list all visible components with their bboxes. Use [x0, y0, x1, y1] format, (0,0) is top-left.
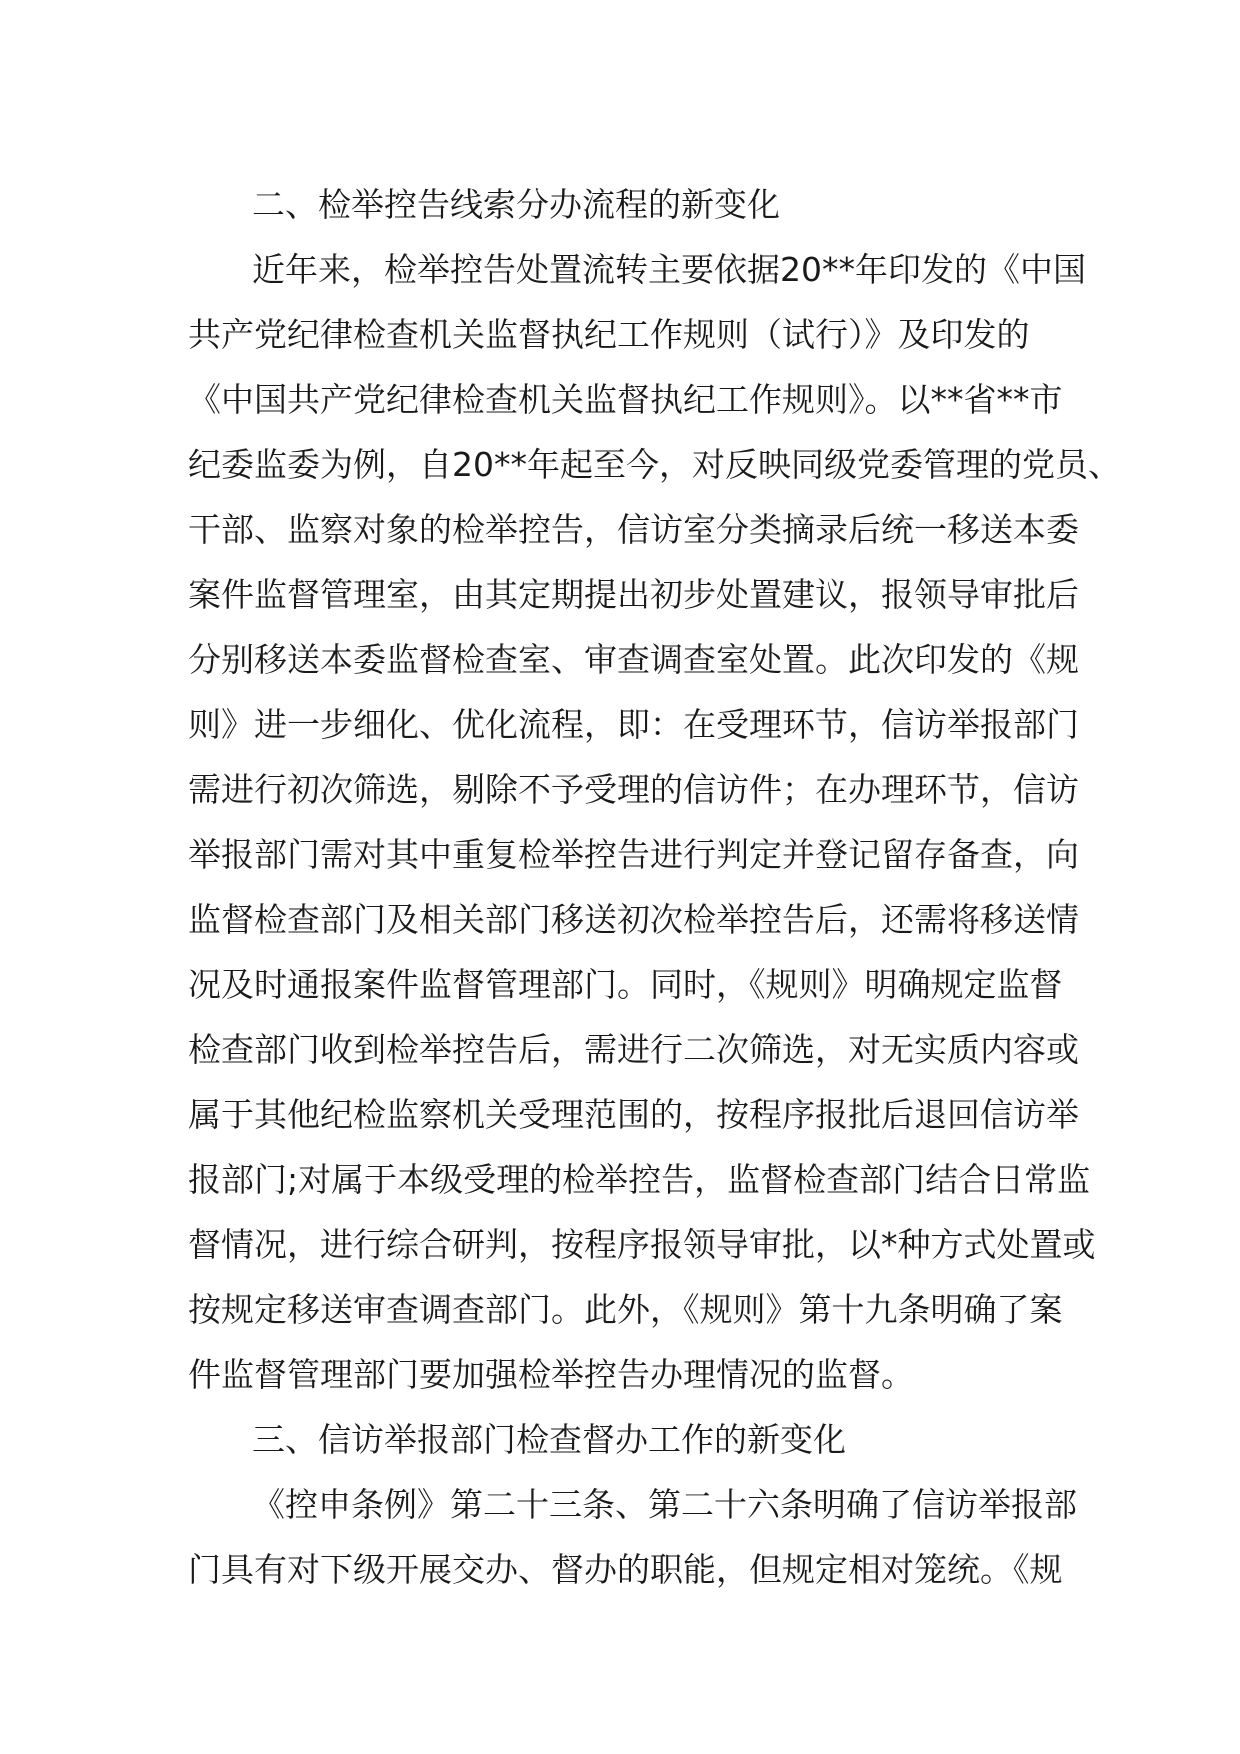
document-body — [188, 172, 1121, 1602]
paragraph-line: 况及时通报案件监督管理部门。同时，《规则》明确规定监督 — [188, 965, 1063, 1004]
paragraph-line: 检查部门收到检举控告后，需进行二次筛选，对无实质内容或 — [188, 1030, 1079, 1069]
paragraph-line: 干部、监察对象的检举控告，信访室分类摘录后统一移送本委 — [188, 510, 1079, 549]
paragraph-line: 《控申条例》第二十三条、第二十六条明确了信访举报部 — [252, 1485, 1077, 1524]
section-heading: 三、信访举报部门检查督办工作的新变化 — [252, 1420, 846, 1459]
paragraph-line: 需进行初次筛选，剔除不予受理的信访件；在办理环节，信访 — [188, 770, 1079, 809]
paragraph-line: 案件监督管理室，由其定期提出初步处置建议，报领导审批后 — [188, 575, 1079, 614]
paragraph-line: 报部门;对属于本级受理的检举控告，监督检查部门结合日常监 — [188, 1160, 1091, 1199]
paragraph-line: 督情况，进行综合研判，按程序报领导审批，以*种方式处置或 — [188, 1225, 1096, 1264]
section-heading: 二、检举控告线索分办流程的新变化 — [252, 185, 780, 224]
paragraph-line: 属于其他纪检监察机关受理范围的，按程序报批后退回信访举 — [188, 1095, 1079, 1134]
paragraph-line: 按规定移送审查调查部门。此外，《规则》第十九条明确了案 — [188, 1290, 1063, 1329]
paragraph-line: 件监督管理部门要加强检举控告办理情况的监督。 — [188, 1355, 914, 1394]
paragraph-line: 分别移送本委监督检查室、审查调查室处置。此次印发的《规 — [188, 640, 1079, 679]
paragraph-line: 则》进一步细化、优化流程，即：在受理环节，信访举报部门 — [188, 705, 1079, 744]
paragraph-line: 近年来，检举控告处置流转主要依据20**年印发的《中国 — [252, 250, 1086, 289]
paragraph-line: 门具有对下级开展交办、督办的职能，但规定相对笼统。《规 — [188, 1550, 1063, 1589]
paragraph-line: 纪委监委为例，自20**年起至今，对反映同级党委管理的党员、 — [188, 445, 1121, 484]
paragraph-line: 监督检查部门及相关部门移送初次检举控告后，还需将移送情 — [188, 900, 1079, 939]
paragraph-line: 举报部门需对其中重复检举控告进行判定并登记留存备查，向 — [188, 835, 1079, 874]
paragraph-line: 《中国共产党纪律检查机关监督执纪工作规则》。以**省**市 — [188, 380, 1063, 419]
paragraph-line: 共产党纪律检查机关监督执纪工作规则（试行）》及印发的 — [188, 315, 1030, 354]
